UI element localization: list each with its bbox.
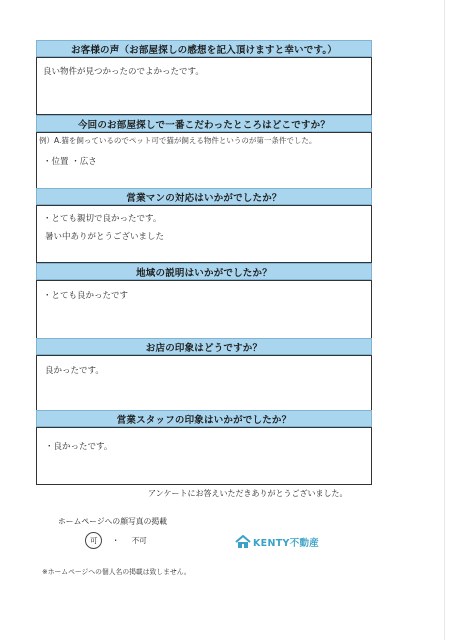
handwritten-answer: 良かったです。 xyxy=(45,366,104,376)
section-staff-impression xyxy=(36,410,372,485)
handwritten-answer: ・とても良かったです xyxy=(43,291,129,301)
section-store-impression xyxy=(36,338,372,411)
answer-box xyxy=(36,427,372,485)
section-header: 地域の説明はいかがでしたか？ xyxy=(36,263,372,280)
example-text: 例）A.猫を飼っているのでペット可で猫が飼える物件というのが第一条件でした。 xyxy=(39,136,317,145)
handwritten-answer: ・とても親切で良かったです。 xyxy=(43,214,162,224)
answer-box xyxy=(36,132,372,194)
consent-no: 不可 xyxy=(131,536,147,545)
section-header: お店の印象はどうですか？ xyxy=(36,338,372,355)
section-header: 営業マンの対応はいかがでしたか？ xyxy=(36,188,372,205)
logo-text: KENTY不動産 xyxy=(253,538,320,549)
section-header: 営業スタッフの印象はいかがでしたか？ xyxy=(36,410,372,427)
section-sales-response xyxy=(36,188,372,263)
section-header: お客様の声（お部屋探しの感想を記入頂けますと幸いです。） xyxy=(36,40,372,57)
section-header: 今回のお部屋探しで一番こだわったところはどこですか？ xyxy=(36,115,372,132)
consent-yes-circled: 可 xyxy=(90,536,98,545)
handwritten-answer: 良い物件が見つかったのでよかったです。 xyxy=(43,67,204,77)
answer-box xyxy=(36,280,372,340)
photo-consent-options xyxy=(88,535,147,546)
privacy-note: ※ホームページへの個人名の掲載は致しません。 xyxy=(42,568,191,576)
handwritten-answer: ・位置 ・広さ xyxy=(43,157,97,167)
section-priority xyxy=(36,115,372,194)
answer-box xyxy=(36,355,372,411)
section-customer-voice xyxy=(36,40,372,115)
house-logo-icon xyxy=(235,535,251,549)
photo-consent-title: ホームページへの顔写真の掲載 xyxy=(58,517,167,526)
answer-box xyxy=(36,57,372,115)
section-area-explanation xyxy=(36,263,372,340)
page-edge-shadow xyxy=(444,0,445,640)
handwritten-answer: 暑い中ありがとうございました xyxy=(45,232,165,242)
consent-separator: ・ xyxy=(111,536,120,545)
handwritten-answer: ・良かったです。 xyxy=(45,442,113,452)
closing-message: アンケートにお答えいただきありがとうございました。 xyxy=(148,489,348,498)
company-logo xyxy=(235,535,319,549)
answer-box xyxy=(36,205,372,263)
